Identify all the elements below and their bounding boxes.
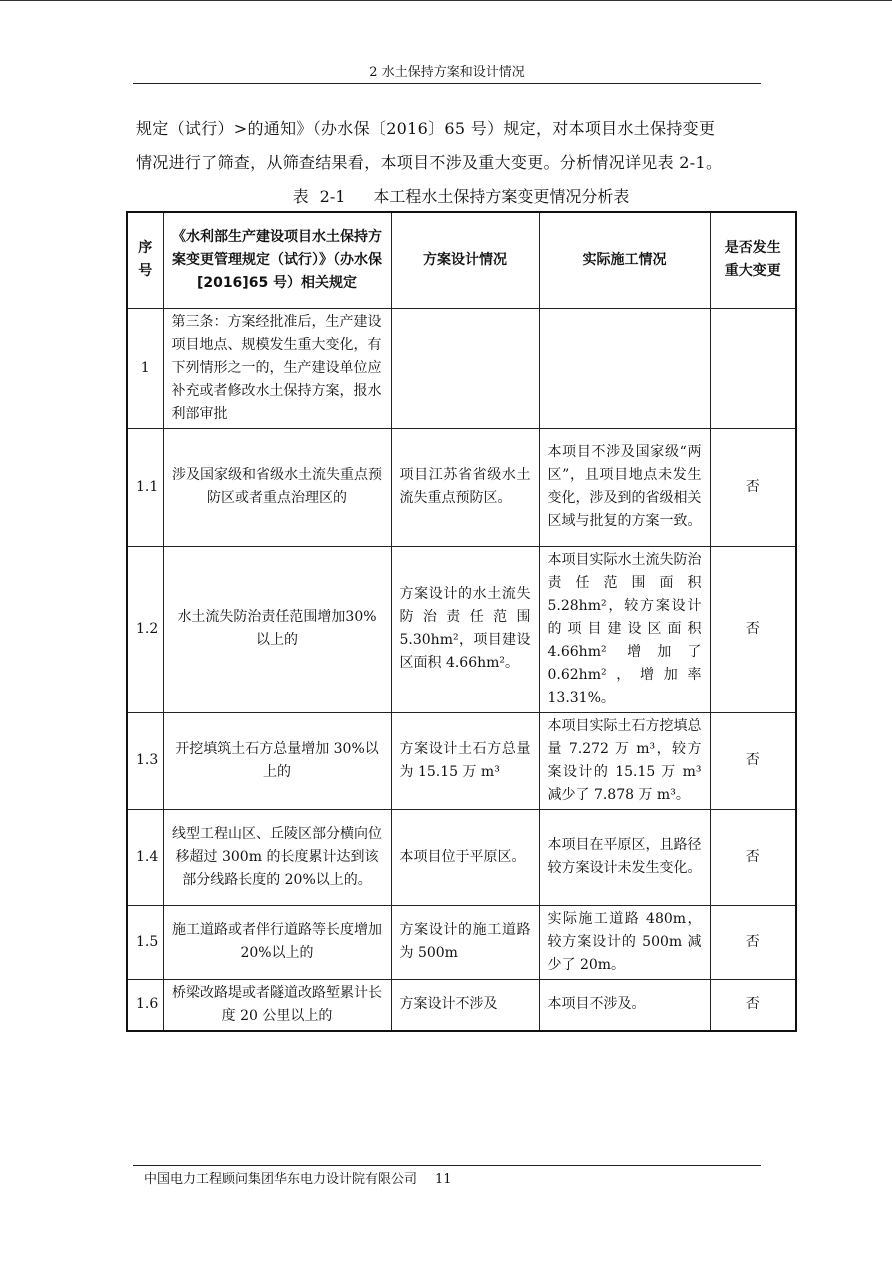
table-row [127,979,796,1031]
cell-plan: 项目江苏省省级水土流失重点预防区。 [391,428,539,546]
cell-major-change: 否 [710,546,796,712]
table-header-row [127,212,796,308]
header-rule: 《水利部生产建设项目水土保持方案变更管理规定（试行）》（办水保[2016]65 号）相关规定 [163,212,391,308]
cell-plan [391,308,539,428]
cell-major-change: 否 [710,905,796,979]
running-header: 2 水土保持方案和设计情况 [369,65,525,80]
table-row [127,428,796,546]
table-caption-title: 本工程水土保持方案变更情况分析表 [373,187,630,206]
cell-actual: 本项目不涉及国家级“两区”，且项目地点未发生变化，涉及到的省级相关区域与批复的方案一致。 [539,428,710,546]
table-row [127,712,796,809]
header-major-change: 是否发生重大变更 [710,212,796,308]
header-actual: 实际施工情况 [539,212,710,308]
cell-plan: 方案设计土石方总量为 15.15 万 m³ [391,712,539,809]
cell-no: 1.1 [127,428,163,546]
cell-rule: 水土流失防治责任范围增加30%以上的 [163,546,391,712]
header-rule [133,83,761,84]
cell-rule: 桥梁改路堤或者隧道改路堑累计长度 20 公里以上的 [163,979,391,1031]
header-no: 序号 [127,212,163,308]
footer-company: 中国电力工程顾问集团华东电力设计院有限公司 [144,1172,418,1187]
body-text-line-2: 情况进行了筛查，从筛查结果看，本项目不涉及重大变更。分析情况详见表 2-1。 [136,153,723,172]
table-caption-number: 表 2-1 [292,187,346,206]
cell-rule: 施工道路或者伴行道路等长度增加 20%以上的 [163,905,391,979]
cell-actual: 本项目实际水土流失防治责任范围面积5.28hm²，较方案设计的项目建设区面积4.66hm² 增加了0.62hm²，增加率13.31%。 [539,546,710,712]
cell-actual [539,308,710,428]
cell-no: 1 [127,308,163,428]
cell-rule: 第三条：方案经批准后，生产建设项目地点、规模发生重大变化，有下列情形之一的，生产建设单位应补充或者修改水土保持方案，报水利部审批 [163,308,391,428]
table-row [127,546,796,712]
header-plan: 方案设计情况 [391,212,539,308]
cell-plan: 本项目位于平原区。 [391,809,539,905]
body-text-line-1: 规定（试行）>的通知》（办水保〔2016〕65 号）规定，对本项目水土保持变更 [136,119,716,138]
cell-major-change: 否 [710,712,796,809]
cell-major-change: 否 [710,809,796,905]
cell-plan: 方案设计不涉及 [391,979,539,1031]
footer-rule [133,1165,761,1166]
table-row [127,308,796,428]
cell-actual: 本项目实际土石方挖填总量 7.272 万 m³，较方案设计的 15.15 万 m³减少了 7.878 万 m³。 [539,712,710,809]
cell-actual: 本项目在平原区，且路径较方案设计未发生变化。 [539,809,710,905]
cell-no: 1.3 [127,712,163,809]
table-caption [127,186,795,208]
cell-no: 1.4 [127,809,163,905]
table-row [127,809,796,905]
cell-actual: 本项目不涉及。 [539,979,710,1031]
cell-actual: 实际施工道路 480m，较方案设计的 500m 减少了 20m。 [539,905,710,979]
cell-plan: 方案设计的水土流失防治责任范围5.30hm²，项目建设区面积 4.66hm²。 [391,546,539,712]
cell-no: 1.6 [127,979,163,1031]
page-number: 11 [435,1172,452,1187]
cell-rule: 线型工程山区、丘陵区部分横向位移超过 300m 的长度累计达到该部分线路长度的 20%以上的。 [163,809,391,905]
cell-major-change: 否 [710,979,796,1031]
table-row [127,905,796,979]
cell-plan: 方案设计的施工道路为 500m [391,905,539,979]
cell-no: 1.5 [127,905,163,979]
cell-rule: 涉及国家级和省级水土流失重点预防区或者重点治理区的 [163,428,391,546]
cell-major-change [710,308,796,428]
change-analysis-table [126,211,797,1032]
page-footer [144,1171,452,1189]
page-top-border [0,0,892,1]
cell-rule: 开挖填筑土石方总量增加 30%以上的 [163,712,391,809]
cell-no: 1.2 [127,546,163,712]
cell-major-change: 否 [710,428,796,546]
